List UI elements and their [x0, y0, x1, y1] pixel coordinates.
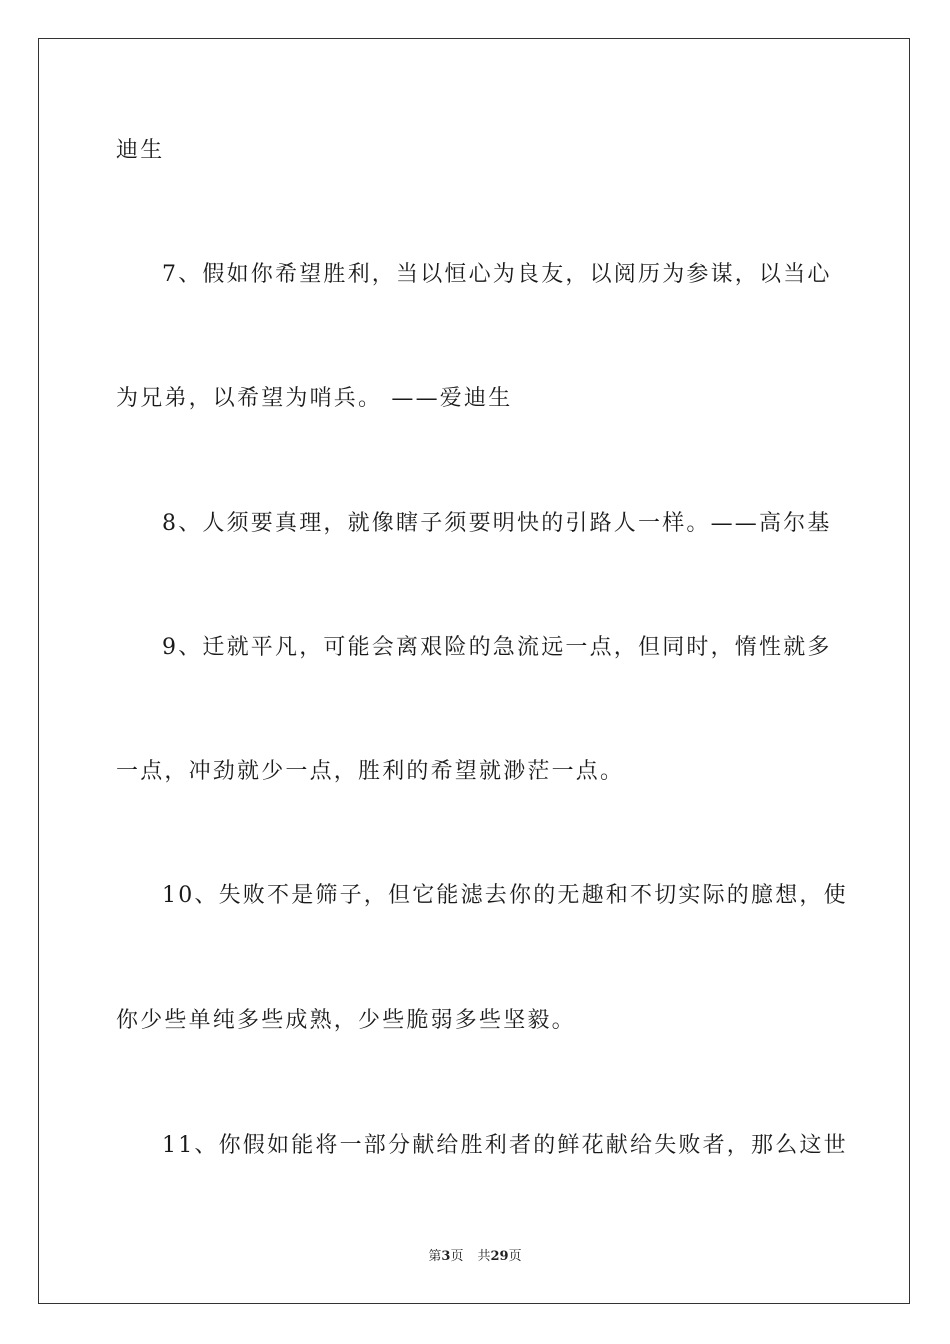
total-suffix: 页: [508, 1249, 522, 1264]
text-line-7: 10、失败不是筛子，但它能滤去你的无趣和不切实际的臆想，使: [162, 883, 848, 908]
page-prefix: 第: [428, 1249, 442, 1264]
page-suffix: 页: [450, 1249, 464, 1264]
text-line-9: 11、你假如能将一部分献给胜利者的鲜花献给失败者，那么这世: [162, 1133, 848, 1158]
text-line-5: 9、迁就平凡，可能会离艰险的急流远一点，但同时，惰性就多: [162, 635, 832, 660]
total-pages: 29: [490, 1249, 509, 1264]
total-prefix: 共: [477, 1249, 491, 1264]
text-line-6: 一点，冲劲就少一点，胜利的希望就渺茫一点。: [116, 759, 625, 784]
text-line-4: 8、人须要真理，就像瞎子须要明快的引路人一样。——高尔基: [162, 511, 832, 536]
text-line-3: 为兄弟，以希望为哨兵。 ——爱迪生: [116, 386, 513, 411]
text-line-2: 7、假如你希望胜利，当以恒心为良友，以阅历为参谋，以当心: [162, 262, 832, 287]
text-line-1: 迪生: [116, 138, 165, 163]
page-number: 3: [441, 1249, 451, 1264]
text-line-8: 你少些单纯多些成熟，少些脆弱多些坚毅。: [116, 1008, 576, 1033]
page-border: [38, 38, 910, 1304]
page-footer: [0, 1248, 950, 1266]
